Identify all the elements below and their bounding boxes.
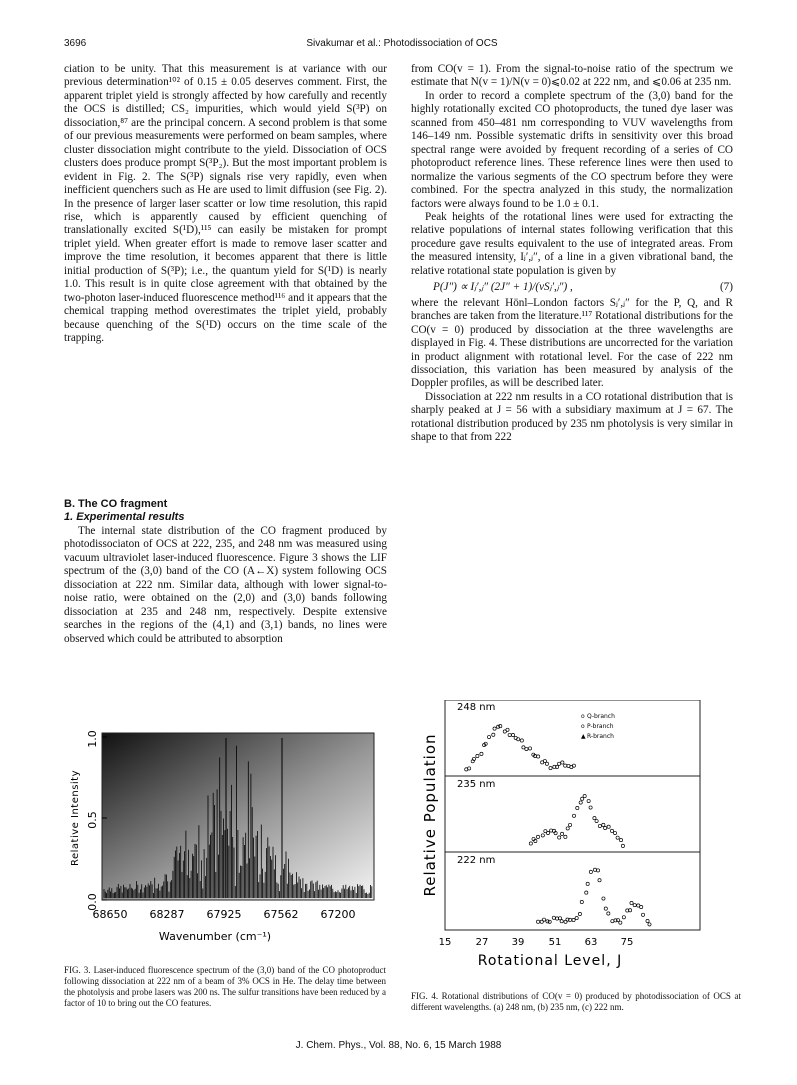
x-tick-label: 27 <box>475 937 489 948</box>
x-tick-label: 15 <box>438 937 452 948</box>
left-column-top <box>64 63 387 346</box>
panel-label: 235 nm <box>457 779 496 790</box>
paragraph: Peak heights of the rotational lines were used for extracting the relative populations of internal states following verification that this procedure gave results equivalent to the use of integrated areas. From the measured intensity, Iⱼ′,ⱼ″, of a line in a given vibrational band, the relative rotational state population is given by <box>411 210 733 277</box>
equation-7 <box>411 281 733 294</box>
x-tick-label: 68287 <box>149 908 185 921</box>
paragraph: The internal state distribution of the CO fragment produced by photodissociaton of OCS at 222, 235, and 248 nm was measured using vacuum ultraviolet laser-induced fluorescence. Figure 3 shows the LIF spectrum of the (3,0) band of the CO (A←X) system following OCS dissociation at 222 nm. Similar data, although with lower signal-to-noise ratio, were obtained on the (2,0) and (3,0) bands following dissociation at 235 and 248 nm, respectively. Despite extensive searches in the regions of the (4,1) and (3,1) bands, no lines were observed which could be attributed to absorption <box>64 524 387 645</box>
x-tick-label: 67562 <box>263 908 299 921</box>
y-tick-label: 1.0 <box>86 730 99 748</box>
y-tick-label: 0.5 <box>86 811 99 829</box>
x-tick-label: 75 <box>620 937 634 948</box>
x-tick-label: 67925 <box>206 908 242 921</box>
x-axis-label: Rotational Level, J <box>477 953 623 969</box>
paragraph: In order to record a complete spectrum of the (3,0) band for the highly rotationally excited CO photoproducts, the tuned dye laser was scanned from 450–481 nm corresponding to VUV wavelengths from 146–149 nm. Possible systematic drifts in sensitivity over this broad spectral range were avoided by frequent recording of a series of CO photoproduct reference lines. These reference lines were then used to normalize the various segments of the CO spectrum before they were combined. For the spectra analyzed in this study, the normalization factors were always found to be 1.0 ± 0.1. <box>411 89 733 210</box>
figure-3 <box>50 718 390 958</box>
x-tick-label: 63 <box>584 937 598 948</box>
panel-label: 248 nm <box>457 702 496 713</box>
legend-marker: ▲ <box>581 733 586 740</box>
paragraph: ciation to be unity. That this measurement is at variance with our previous determination¹⁰² of 0.15 ± 0.05 deserves comment. First, the apparent triplet yield is strongly affected by how carefully and recently the OCS is distilled; CS₂ impurities, which would yield S(³P) on dissociation,⁸⁷ are the principal concern. A second problem is that some of our previous measurements were performed on beam samples, where cluster dissociation might contribute to the yield. Dissociation of OCS clusters does produce prompt S(³P₂). But the most important problem is evident in Fig. 2. The S(³P) signals rise very rapidly, even when inefficient quenchers such as He are used to limit diffusion (see Fig. 2). In the presence of larger laser scatter or low time resolution, this rapid rise, which is apparently caused by efficient quenching of translationally excited S(¹D),¹¹⁵ can easily be mistaken for prompt triplet yield. When greater effort is made to remove laser scatter and improve the time resolution, it becomes apparent that there is little initial production of S(³P); i.e., the quantum yield for S(¹D) is nearly 1.0. This result is in quite close agreement with that obtained by the two-photon laser-induced fluorescence method¹¹⁶ and it appears that the chemical trapping method overestimates the triplet yield, probably because quenching of the S(¹D) occurs on the time scale of the trapping. <box>64 63 387 345</box>
x-tick-label: 68650 <box>92 908 128 921</box>
right-column <box>411 63 733 445</box>
page-header <box>64 38 740 52</box>
paragraph: Dissociation at 222 nm results in a CO rotational distribution that is sharply peaked at J = 56 with a subsidiary maximum at J = 67. The rotational distribution produced by 235 nm photolysis is very similar in shape to that from 222 <box>411 390 733 444</box>
paragraph: where the relevant Hönl–London factors Sⱼ′,ⱼ″ for the P, Q, and R branches are taken from the literature.¹¹⁷ Rotational distributions for the CO(v = 0) produced by dissociation at the three wavelengths are displayed in Fig. 4. These distributions are uncorrected for the variation in product alignment with rotational level. For the case of 222 nm dissociation, this variation has been measured by analysis of the Doppler profiles, as will be described later. <box>411 296 733 390</box>
legend-marker: o <box>581 713 585 720</box>
x-tick-label: 51 <box>548 937 562 948</box>
x-axis-label: Wavenumber (cm⁻¹) <box>158 930 272 943</box>
x-tick-label: 67200 <box>320 908 356 921</box>
legend-entry: Q-branch <box>587 713 615 720</box>
legend-entry: R-branch <box>587 733 614 740</box>
paragraph: from CO(v = 1). From the signal-to-noise ratio of the spectrum we estimate that N(v = 1)/N(v = 0)⩽0.02 at 222 nm, and ⩽0.06 at 235 nm. <box>411 63 733 89</box>
legend-marker: o <box>581 723 585 730</box>
equation-number: (7) <box>719 281 733 294</box>
section-heading: B. The CO fragment <box>64 498 168 510</box>
y-axis-label: Relative Population <box>421 733 439 897</box>
legend <box>581 713 615 740</box>
figure-3-caption: FIG. 3. Laser-induced fluorescence spectrum of the (3,0) band of the CO photoproduct following dissociation at 222 nm of a beam of 3% OCS in He. The delay time between the photolysis and probe lasers was 200 ns. The sulfur transitions have been reduced by a factor of 10 to bring out the CO features. <box>64 965 386 1008</box>
page-number: 3696 <box>64 38 87 49</box>
subsection-heading: 1. Experimental results <box>64 511 185 524</box>
x-tick-label: 39 <box>511 937 525 948</box>
running-title: Sivakumar et al.: Photodissociation of OCS <box>306 38 498 49</box>
figure-4 <box>405 700 745 985</box>
y-axis-label: Relative Intensity <box>70 769 81 867</box>
legend-entry: P-branch <box>587 723 614 730</box>
page-footer: J. Chem. Phys., Vol. 88, No. 6, 15 March 1988 <box>295 1040 502 1051</box>
y-tick-label: 0.0 <box>86 893 99 911</box>
figure-4-caption: FIG. 4. Rotational distributions of CO(v = 0) produced by photodissociation of OCS at different wavelengths. (a) 248 nm, (b) 235 nm, (c) 222 nm. <box>411 991 741 1012</box>
panel-label: 222 nm <box>457 855 496 866</box>
equation-body: P(J″) ∝ Iⱼ′,ⱼ″ (2J″ + 1)/(νSⱼ′,ⱼ″) , <box>433 281 573 294</box>
left-column-section <box>64 498 387 646</box>
